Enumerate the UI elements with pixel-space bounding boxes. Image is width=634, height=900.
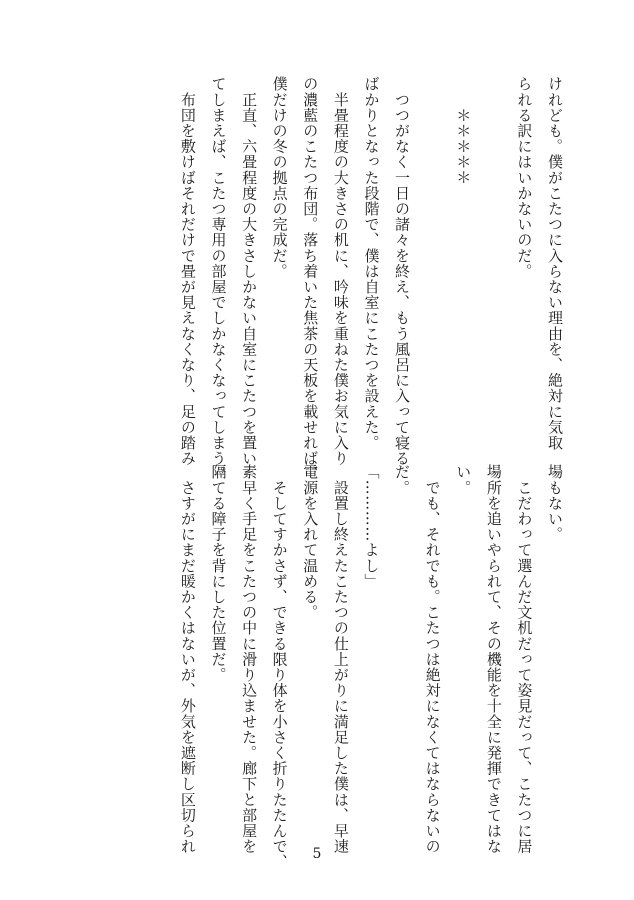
- text-line: てしまえば、こたつ専用の部屋でしかなくなってしまう。: [209, 76, 228, 482]
- text-line: 場所を追いやられて、その機能を十全に発揮できてはな: [484, 464, 503, 854]
- text-line: られる訳にはいかないのだ。: [515, 76, 534, 279]
- text-line: い。: [454, 464, 473, 496]
- text-line: 隔てる障子を背にした位置だ。: [209, 464, 228, 683]
- text-line: さすがにまだ暖かくはないが、外気を遮断し区切られ: [178, 464, 197, 854]
- lower-text-tier: [50, 464, 570, 870]
- text-line: [478, 76, 509, 428]
- text-line: でも、それでも。こたつは絶対になくてはならないの: [423, 464, 442, 854]
- upper-text-tier: [50, 76, 570, 482]
- text-line: 布団を敷けばそれだけで畳が見えなくなり、足の踏み: [178, 76, 197, 466]
- text-line: 電源を入れて温める。: [301, 464, 320, 620]
- text-line: だ。: [393, 464, 412, 496]
- text-line: けれども。僕がこたつに入らない理由を、絶対に気取: [546, 76, 564, 451]
- text-line: の濃藍のこたつ布団。落ち着いた焦茶の天板を載せれば、: [301, 76, 320, 482]
- text-line: こだわって選んだ文机だって姿見だって、こたつに居: [515, 464, 534, 854]
- text-line: 半畳程度の大きさの机に、吟味を重ねた僕お気に入り: [331, 76, 350, 466]
- text-line: ばかりとなった段階で、僕は自室にこたつを設えた。: [362, 76, 381, 451]
- text-line: 正直、六畳程度の大きさしかない自室にこたつを置い: [240, 76, 259, 466]
- text-line: そしてすかさず、できる限り体を小さく折りたたんで、: [270, 464, 289, 870]
- text-line: 設置し終えたこたつの仕上がりに満足した僕は、早速: [331, 464, 350, 854]
- text-line: [417, 76, 448, 428]
- text-line: 素早く手足をこたつの中に滑り込ませた。廊下と部屋を: [240, 464, 259, 854]
- text-line: ＊＊＊＊＊: [454, 76, 473, 186]
- text-line: つつがなく一日の諸々を終え、もう風呂に入って寝る: [393, 76, 412, 466]
- text-line: 「…………よし」: [362, 464, 381, 589]
- text-line: 場もない。: [546, 464, 564, 542]
- text-line: 僕だけの冬の拠点の完成だ。: [270, 76, 289, 279]
- page-number: 5: [312, 846, 322, 862]
